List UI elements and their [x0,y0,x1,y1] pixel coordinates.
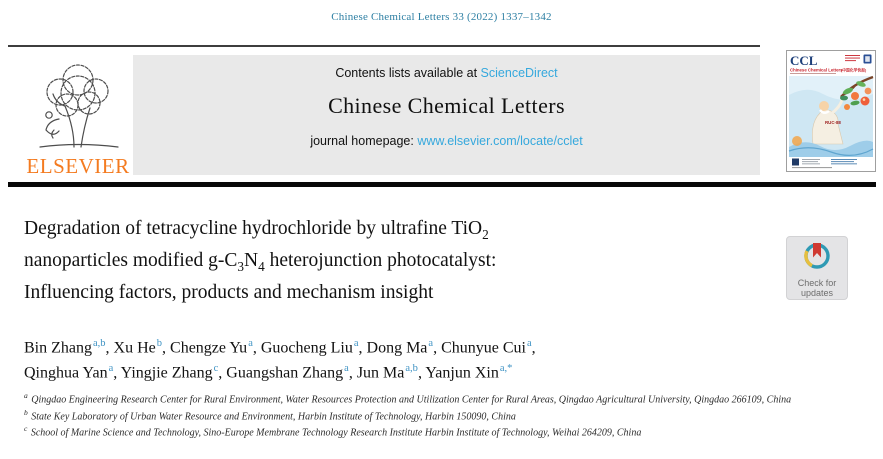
author-list: Bin Zhang$^{a,b}$, Xu He$^b$, Chengze Yu$^a$, Guocheng Liu$^a$, Dong Ma$^a$, Chunyue Cui$^a$, Qinghua Yan$^a$, Yingjie Zhang$^c$, Guangshan Zhang$^a$, Jun Ma$^{a,b}$, Yanjun Xin$^{a,*}$ [24,338,536,382]
elsevier-logo [24,56,132,178]
contents-lists-text: Contents lists available at [335,66,481,80]
check-for-updates-icon [795,237,839,273]
article-title: Degradation of tetracycline hydrochloride by ultrafine TiO$_2$ nanoparticles modified $g-C_3N_4$ heterojunction photocatalyst: Influencing factors, products and mechanism insight [24,218,497,303]
homepage-url-link[interactable]: www.elsevier.com/locate/cclet [417,134,583,148]
affiliation-list [24,390,812,440]
elsevier-tree-icon [30,56,126,152]
journal-cover-thumbnail [786,50,876,172]
top-divider-rule [8,45,760,47]
journal-cover-art [787,51,875,171]
journal-homepage-line [133,134,760,148]
check-for-updates-label: Check for updates [797,278,837,298]
masthead-banner [133,55,760,175]
affiliation-line: $^c$ School of Marine Science and Technology, Sino-Europe Membrane Technology Research Institute Harbin Institute of Technology, Weihai 264209, China [24,424,642,439]
homepage-label: journal homepage: [310,134,418,148]
affiliation-line: $^b$ State Key Laboratory of Urban Water Resource and Environment, Harbin Institute of Technology, Harbin 150090, China [24,407,516,422]
check-for-updates-badge[interactable] [786,236,848,300]
cover-ccl-logo: CCL [790,53,818,68]
contents-lists-line [133,55,760,80]
citation-header: Chinese Chemical Letters 33 (2022) 1337–1342 [331,11,552,23]
journal-title: Chinese Chemical Letters [328,93,565,118]
sciencedirect-link[interactable]: ScienceDirect [480,66,558,80]
cover-artwork-stamp: RUC-88 [825,120,841,125]
cover-journal-name: Chinese Chemical Letters [790,67,843,73]
masthead-bottom-rule [8,182,876,187]
elsevier-wordmark: ELSEVIER [26,154,130,178]
cover-journal-name-cn: (中国化学快报) [841,68,867,73]
affiliation-line: $^a$ Qingdao Engineering Research Center for Rural Environment, Water Resources Protection and Utilization Center for Rural Areas, Qingdao Agricultural University, Qingdao 266109, China [24,391,792,406]
